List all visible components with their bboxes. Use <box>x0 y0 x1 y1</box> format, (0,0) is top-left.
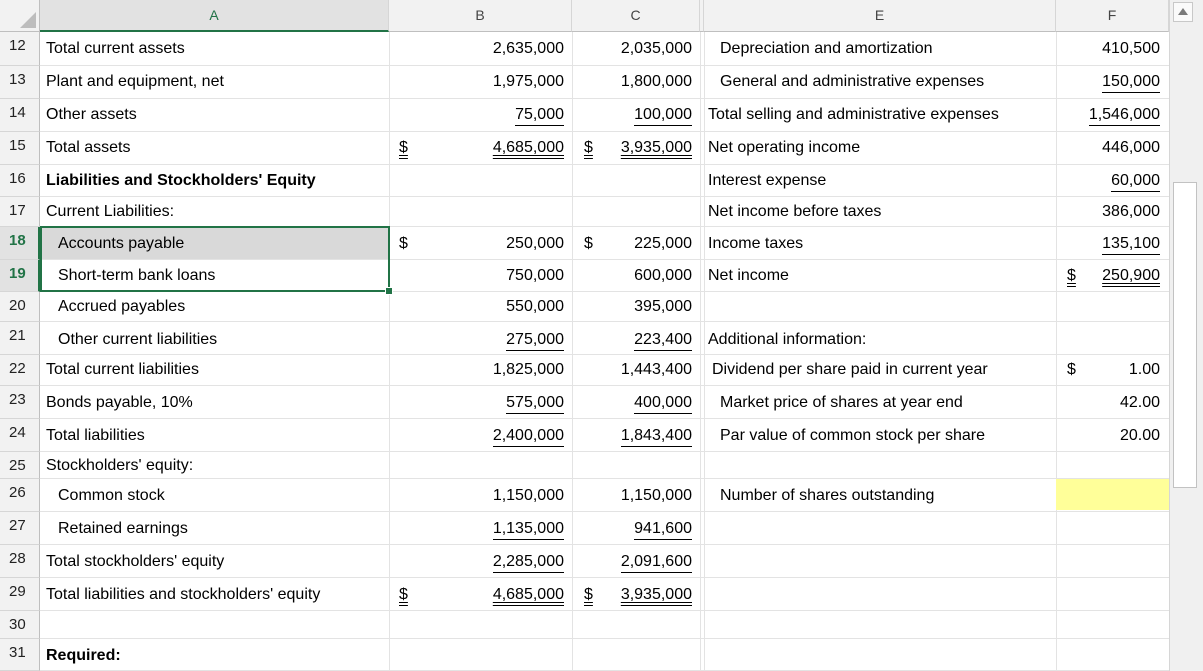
cell-f14[interactable]: 1,546,000 <box>1089 105 1160 126</box>
currency-symbol: $ <box>399 586 408 603</box>
cell-b28[interactable]: 2,285,000 <box>493 552 564 573</box>
cell-f19[interactable]: 250,900 <box>1102 267 1160 284</box>
cell-f13[interactable]: 150,000 <box>1102 72 1160 93</box>
cell-c24[interactable]: 1,843,400 <box>621 426 692 447</box>
cell-c22[interactable]: 1,443,400 <box>620 361 692 378</box>
cell-a28[interactable]: Total stockholders' equity <box>46 553 225 570</box>
row-header-26[interactable]: 26 <box>0 479 40 512</box>
column-header-a[interactable]: A <box>40 0 389 32</box>
cell-a17[interactable]: Current Liabilities: <box>46 203 175 220</box>
cell-b27[interactable]: 1,135,000 <box>493 519 564 540</box>
currency-symbol: $ <box>1067 361 1076 378</box>
table-row <box>40 639 1169 671</box>
cell-a22[interactable]: Total current liabilities <box>46 361 199 378</box>
table-row <box>40 32 1169 66</box>
scrollbar-thumb[interactable] <box>1173 182 1197 488</box>
cell-f15[interactable]: 446,000 <box>1102 139 1160 156</box>
row-header-30[interactable]: 30 <box>0 611 40 639</box>
row-header-25[interactable]: 25 <box>0 452 40 479</box>
cell-c23[interactable]: 400,000 <box>634 393 692 414</box>
cell-c21[interactable]: 223,400 <box>634 330 692 351</box>
cell-a27[interactable]: Retained earnings <box>58 520 188 537</box>
cell-b26[interactable]: 1,150,000 <box>492 487 564 504</box>
cell-c19[interactable]: 600,000 <box>634 267 692 284</box>
cell-f18[interactable]: 135,100 <box>1102 234 1160 255</box>
cell-b29[interactable]: 4,685,000 <box>492 586 564 603</box>
cell-b15[interactable]: 4,685,000 <box>492 139 564 156</box>
table-row <box>40 479 1169 512</box>
cell-a20[interactable]: Accrued payables <box>58 298 186 315</box>
cell-f17[interactable]: 386,000 <box>1102 203 1160 220</box>
column-header-e[interactable]: E <box>704 0 1056 32</box>
currency-symbol: $ <box>584 139 593 156</box>
row-header-20[interactable]: 20 <box>0 292 40 322</box>
cell-e12[interactable]: Depreciation and amortization <box>720 40 933 57</box>
currency-symbol: $ <box>1067 267 1076 284</box>
row-header-27[interactable]: 27 <box>0 512 40 545</box>
row-header-15[interactable]: 15 <box>0 132 40 165</box>
cell-b23[interactable]: 575,000 <box>506 393 564 414</box>
table-row <box>40 132 1169 165</box>
cell-a12[interactable]: Total current assets <box>46 40 185 57</box>
cell-b18[interactable]: 250,000 <box>506 235 564 252</box>
cell-e15[interactable]: Net operating income <box>708 139 861 156</box>
cell-a21[interactable]: Other current liabilities <box>58 331 218 348</box>
input-cell-highlight <box>1056 479 1169 510</box>
cell-a16[interactable]: Liabilities and Stockholders' Equity <box>46 172 316 189</box>
select-all-triangle-icon <box>20 12 36 28</box>
currency-symbol: $ <box>399 235 408 252</box>
row-header-14[interactable]: 14 <box>0 99 40 132</box>
cell-c27[interactable]: 941,600 <box>634 519 692 540</box>
cell-b12[interactable]: 2,635,000 <box>492 40 564 57</box>
row-header-22[interactable]: 22 <box>0 355 40 386</box>
cell-c28[interactable]: 2,091,600 <box>621 552 692 573</box>
cell-e17[interactable]: Net income before taxes <box>708 203 882 220</box>
cell-e18[interactable]: Income taxes <box>708 235 804 252</box>
column-header-b[interactable]: B <box>389 0 572 32</box>
table-row <box>40 355 1169 386</box>
cell-a18[interactable]: Accounts payable <box>58 235 185 252</box>
cell-a25[interactable]: Stockholders' equity: <box>46 457 194 474</box>
cell-b13[interactable]: 1,975,000 <box>492 73 564 90</box>
cell-e22[interactable]: Dividend per share paid in current year <box>712 361 988 378</box>
row-header-21[interactable]: 21 <box>0 322 40 355</box>
cell-f24[interactable]: 20.00 <box>1119 427 1160 444</box>
column-header-c[interactable]: C <box>572 0 700 32</box>
table-row <box>40 419 1169 452</box>
cell-e26[interactable]: Number of shares outstanding <box>720 487 935 504</box>
table-row <box>40 611 1169 639</box>
row-header-19[interactable]: 19 <box>0 260 40 292</box>
row-header-12[interactable]: 12 <box>0 32 40 66</box>
cell-c18[interactable]: 225,000 <box>634 235 692 252</box>
cell-a31[interactable]: Required: <box>46 647 121 664</box>
currency-symbol: $ <box>584 235 593 252</box>
cell-f22[interactable]: 1.00 <box>1128 361 1160 378</box>
cell-a15[interactable]: Total assets <box>46 139 131 156</box>
cell-c20[interactable]: 395,000 <box>634 298 692 315</box>
scroll-up-arrow-icon <box>1174 3 1192 21</box>
cell-a29[interactable]: Total liabilities and stockholders' equity <box>46 586 321 603</box>
cell-e24[interactable]: Par value of common stock per share <box>720 427 986 444</box>
cell-f16[interactable]: 60,000 <box>1111 171 1160 192</box>
row-header-29[interactable]: 29 <box>0 578 40 611</box>
cell-a26[interactable]: Common stock <box>58 487 165 504</box>
cell-a24[interactable]: Total liabilities <box>46 427 145 444</box>
cell-f23[interactable]: 42.00 <box>1119 394 1160 411</box>
cell-c15[interactable]: 3,935,000 <box>620 139 692 156</box>
currency-symbol: $ <box>584 586 593 603</box>
cell-b22[interactable]: 1,825,000 <box>492 361 564 378</box>
row-header-16[interactable]: 16 <box>0 165 40 197</box>
cell-selection-border <box>40 226 390 292</box>
currency-symbol: $ <box>399 139 408 156</box>
column-header-f[interactable]: F <box>1056 0 1169 32</box>
table-row <box>40 197 1169 227</box>
row-header-18[interactable]: 18 <box>0 227 40 260</box>
cell-e19[interactable]: Net income <box>708 267 789 284</box>
cell-a13[interactable]: Plant and equipment, net <box>46 73 224 90</box>
cell-e21[interactable]: Additional information: <box>708 331 867 348</box>
cell-a19[interactable]: Short-term bank loans <box>58 267 216 284</box>
cell-b19[interactable]: 750,000 <box>506 267 564 284</box>
cell-c26[interactable]: 1,150,000 <box>620 487 692 504</box>
cell-c14[interactable]: 100,000 <box>634 105 692 126</box>
row-header-31[interactable]: 31 <box>0 639 40 671</box>
table-row <box>40 99 1169 132</box>
cell-a14[interactable]: Other assets <box>46 106 137 123</box>
table-row <box>40 386 1169 419</box>
cell-c12[interactable]: 2,035,000 <box>620 40 692 57</box>
cell-e16[interactable]: Interest expense <box>708 172 827 189</box>
cell-b24[interactable]: 2,400,000 <box>493 426 564 447</box>
cell-b21[interactable]: 275,000 <box>506 330 564 351</box>
cell-c13[interactable]: 1,800,000 <box>620 73 692 90</box>
row-header-13[interactable]: 13 <box>0 66 40 99</box>
scroll-up-button[interactable] <box>1173 2 1193 22</box>
row-header-24[interactable]: 24 <box>0 419 40 452</box>
cell-f12[interactable]: 410,500 <box>1102 40 1160 57</box>
select-all-button[interactable] <box>0 0 40 32</box>
cell-b20[interactable]: 550,000 <box>506 298 564 315</box>
row-header-23[interactable]: 23 <box>0 386 40 419</box>
table-row <box>40 292 1169 322</box>
cell-e23[interactable]: Market price of shares at year end <box>720 394 963 411</box>
table-row <box>40 452 1169 479</box>
row-header-28[interactable]: 28 <box>0 545 40 578</box>
cell-b14[interactable]: 75,000 <box>515 105 564 126</box>
cell-a23[interactable]: Bonds payable, 10% <box>46 394 193 411</box>
cell-e13[interactable]: General and administrative expenses <box>720 73 985 90</box>
cell-e14[interactable]: Total selling and administrative expenses <box>708 106 999 123</box>
cell-c29[interactable]: 3,935,000 <box>620 586 692 603</box>
table-row <box>40 512 1169 545</box>
row-header-17[interactable]: 17 <box>0 197 40 227</box>
